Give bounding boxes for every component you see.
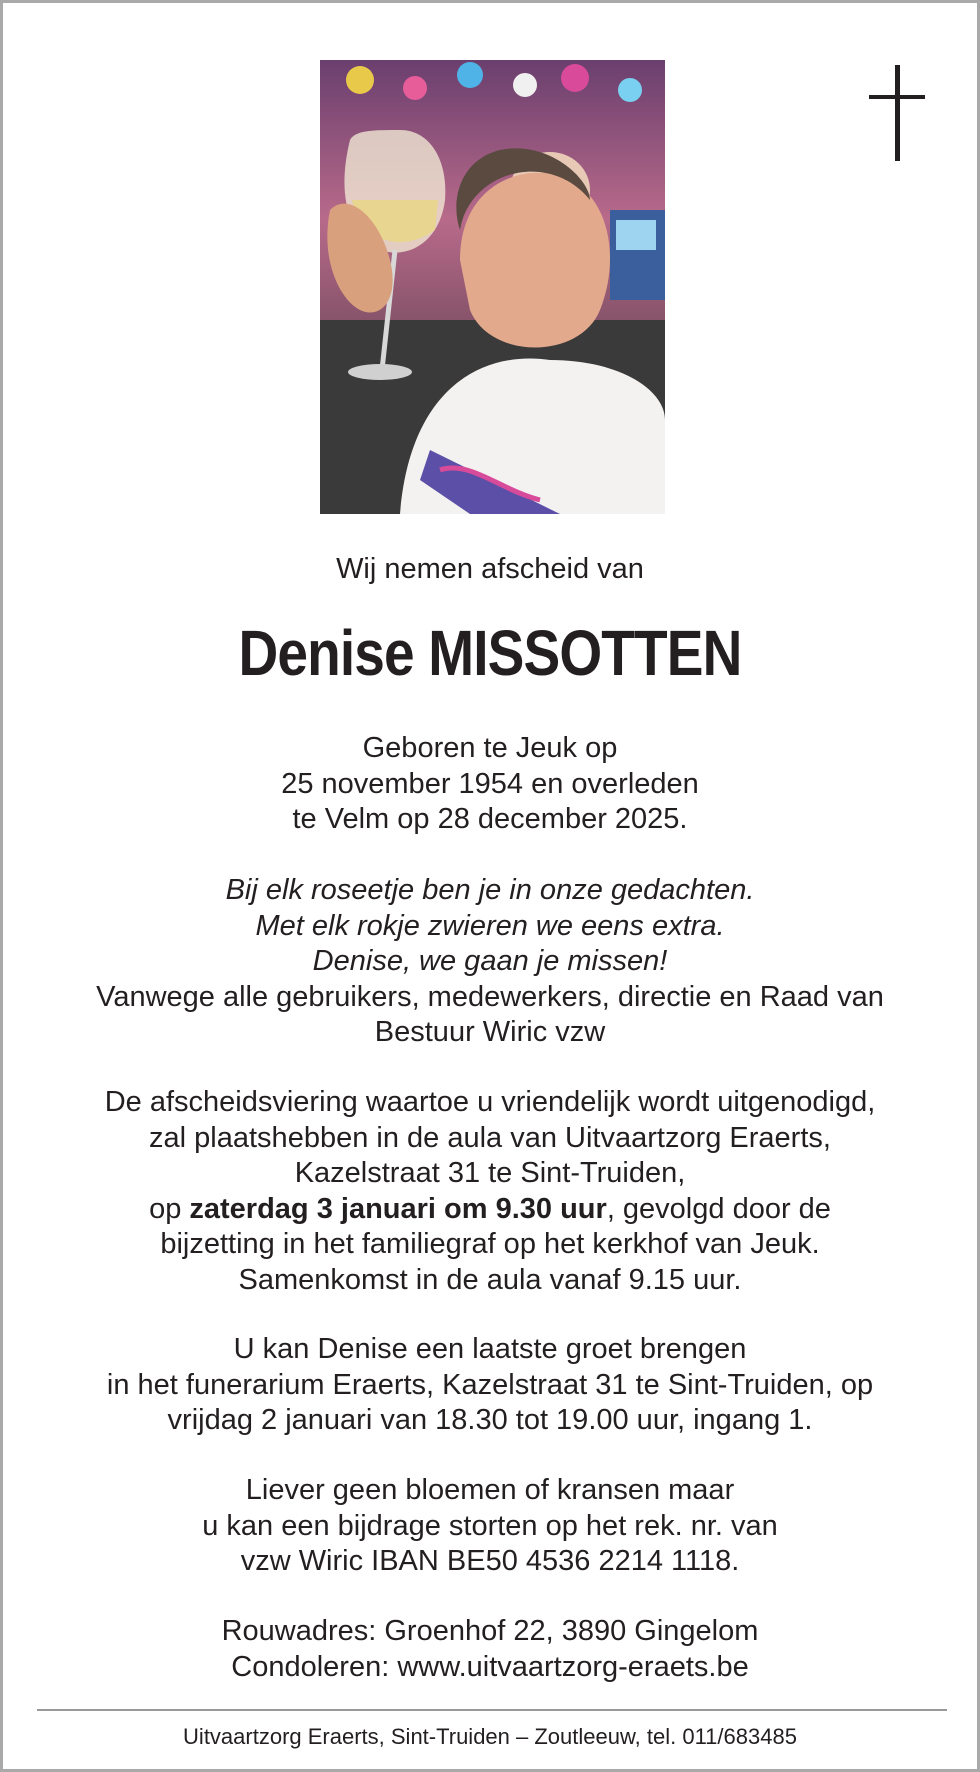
signature-line-2: Bestuur Wiric vzw: [374, 1016, 606, 1048]
service-line-4: [3, 1192, 977, 1228]
visit-line-1: U kan Denise een laatste groet brengen: [233, 1333, 747, 1365]
service-line-3: Kazelstraat 31 te Sint-Truiden,: [294, 1157, 686, 1189]
service-info: [3, 1085, 977, 1298]
portrait-photo: [320, 60, 665, 514]
visit-line-3: vrijdag 2 januari van 18.30 tot 19.00 uur, ingang 1.: [167, 1404, 813, 1436]
service-line-2: zal plaatshebben in de aula van Uitvaartzorg Eraerts,: [149, 1121, 831, 1154]
birth-line-1: Geboren te Jeuk op: [362, 732, 618, 764]
cross-icon: [869, 65, 925, 161]
flowers-line-3: vzw Wiric IBAN BE50 4536 2214 1118.: [240, 1545, 740, 1577]
birth-line-3: te Velm op 28 december 2025.: [292, 803, 688, 835]
donation-info: [3, 1473, 977, 1580]
visitation-info: [3, 1332, 977, 1439]
condolences-link[interactable]: Condoleren: www.uitvaartzorg-eraets.be: [231, 1650, 749, 1683]
service-line-4-suffix: , gevolgd door de: [606, 1192, 831, 1225]
poem-line-1: Bij elk roseetje ben je in onze gedachten.: [225, 874, 755, 906]
service-line-5: bijzetting in het familiegraf op het kerkhof van Jeuk.: [160, 1228, 820, 1260]
flowers-line-2: u kan een bijdrage storten op het rek. nr. van: [202, 1509, 778, 1542]
visit-line-2: in het funerarium Eraerts, Kazelstraat 31 te Sint-Truiden, op: [106, 1368, 874, 1401]
deceased-name: Denise MISSOTTEN: [238, 617, 742, 689]
service-line-1: De afscheidsviering waartoe u vriendelijk wordt uitgenodigd,: [104, 1086, 876, 1118]
contact-info: [3, 1614, 977, 1685]
memorial-poem: [3, 873, 977, 1051]
footer-text: Uitvaartzorg Eraerts, Sint-Truiden – Zoutleeuw, tel. 011/683485: [183, 1724, 797, 1749]
poem-line-3: Denise, we gaan je missen!: [312, 945, 668, 977]
signature-line-1: Vanwege alle gebruikers, medewerkers, directie en Raad van: [96, 980, 884, 1013]
service-line-6: Samenkomst in de aula vanaf 9.15 uur.: [238, 1263, 742, 1296]
intro-text: Wij nemen afscheid van: [336, 553, 644, 585]
mourning-address: Rouwadres: Groenhof 22, 3890 Gingelom: [221, 1615, 759, 1647]
birth-line-2: 25 november 1954 en overleden: [281, 767, 699, 800]
service-line-4-prefix: op: [149, 1192, 190, 1225]
footer-divider: [37, 1709, 947, 1711]
service-date-time: zaterdag 3 januari om 9.30 uur: [189, 1192, 607, 1225]
poem-line-2: Met elk rokje zwieren we eens extra.: [255, 909, 725, 942]
birth-death-info: [3, 731, 977, 838]
flowers-line-1: Liever geen bloemen of kransen maar: [245, 1474, 735, 1506]
